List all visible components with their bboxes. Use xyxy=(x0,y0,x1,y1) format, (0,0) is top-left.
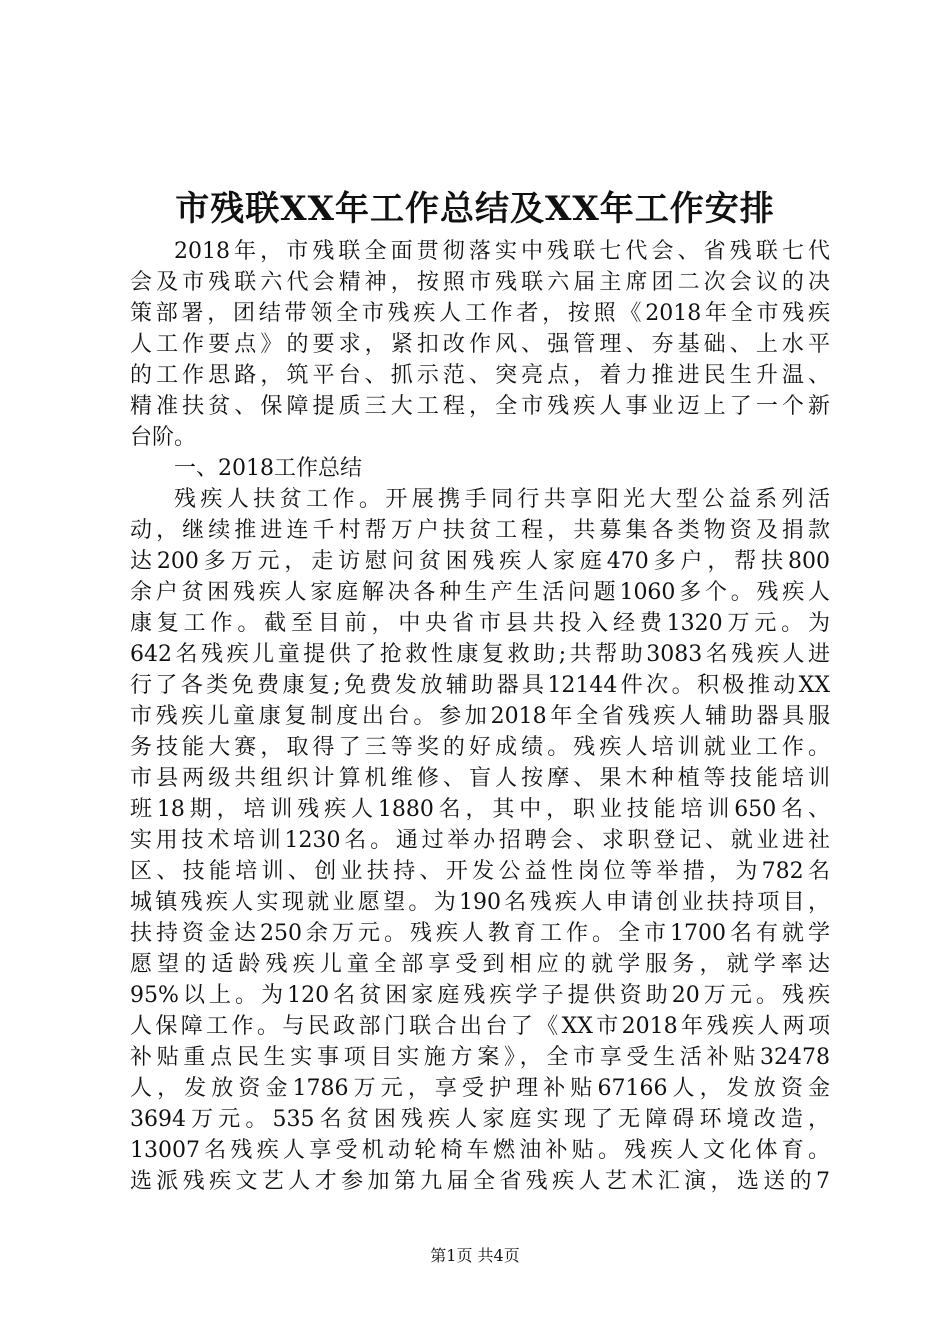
document-body xyxy=(130,236,830,1197)
text-line: 3694万元。535名贫困残疾人家庭实现了无障碍环境改造， xyxy=(130,1107,830,1132)
text-line: 人，发放资金1786万元，享受护理补贴67166人，发放资金 xyxy=(130,1076,830,1101)
text-line: 台阶。 xyxy=(130,425,197,450)
section-heading: 一、2018工作总结 xyxy=(174,456,362,481)
text-line: 95%以上。为120名贫困家庭残疾学子提供资助20万元。残疾 xyxy=(130,983,830,1008)
text-line: 余户贫困残疾人家庭解决各种生产生活问题1060多个。残疾人 xyxy=(130,580,830,605)
text-line: 补贴重点民生实事项目实施方案》，全市享受生活补贴32478 xyxy=(130,1045,830,1070)
text-line: 市县两级共组织计算机维修、盲人按摩、果木种植等技能培训 xyxy=(130,766,830,791)
text-line: 务技能大赛，取得了三等奖的好成绩。残疾人培训就业工作。 xyxy=(130,735,830,760)
text-line: 会及市残联六代会精神，按照市残联六届主席团二次会议的决 xyxy=(130,270,830,295)
text-line: 市残疾儿童康复制度出台。参加2018年全省残疾人辅助器具服 xyxy=(130,704,830,729)
text-line: 达200多万元，走访慰问贫困残疾人家庭470多户，帮扶800 xyxy=(130,549,830,574)
text-line: 班18期，培训残疾人1880名，其中，职业技能培训650名、 xyxy=(130,797,830,822)
text-line: 康复工作。截至目前，中央省市县共投入经费1320万元。为 xyxy=(130,611,830,636)
text-line: 城镇残疾人实现就业愿望。为190名残疾人申请创业扶持项目， xyxy=(130,890,830,915)
text-line: 人保障工作。与民政部门联合出台了《XX市2018年残疾人两项 xyxy=(130,1014,830,1039)
text-line: 愿望的适龄残疾儿童全部享受到相应的就学服务，就学率达 xyxy=(130,952,830,977)
text-line: 区、技能培训、创业扶持、开发公益性岗位等举措，为782名 xyxy=(130,859,830,884)
text-line: 精准扶贫、保障提质三大工程，全市残疾人事业迈上了一个新 xyxy=(130,394,830,419)
text-line: 13007名残疾人享受机动轮椅车燃油补贴。残疾人文化体育。 xyxy=(130,1138,830,1163)
text-line: 动，继续推进连千村帮万户扶贫工程，共募集各类物资及捐款 xyxy=(130,518,830,543)
text-line: 扶持资金达250余万元。残疾人教育工作。全市1700名有就学 xyxy=(130,921,830,946)
document-title: 市残联XX年工作总结及XX年工作安排 xyxy=(175,189,775,229)
text-line: 的工作思路，筑平台、抓示范、突亮点，着力推进民生升温、 xyxy=(130,363,830,388)
page-footer: 第1页 共4页 xyxy=(430,1246,520,1265)
text-line: 642名残疾儿童提供了抢救性康复救助;共帮助3083名残疾人进 xyxy=(130,642,830,667)
text-line: 策部署，团结带领全市残疾人工作者，按照《2018年全市残疾 xyxy=(130,301,830,326)
text-line: 2018年，市残联全面贯彻落实中残联七代会、省残联七代 xyxy=(174,239,830,264)
text-line: 行了各类免费康复;免费发放辅助器具12144件次。积极推动XX xyxy=(130,673,830,698)
text-line: 实用技术培训1230名。通过举办招聘会、求职登记、就业进社 xyxy=(130,828,830,853)
text-line: 人工作要点》的要求，紧扣改作风、强管理、夯基础、上水平 xyxy=(130,332,830,357)
text-line: 残疾人扶贫工作。开展携手同行共享阳光大型公益系列活 xyxy=(174,487,830,512)
text-line: 选派残疾文艺人才参加第九届全省残疾人艺术汇演，选送的7 xyxy=(130,1169,830,1194)
